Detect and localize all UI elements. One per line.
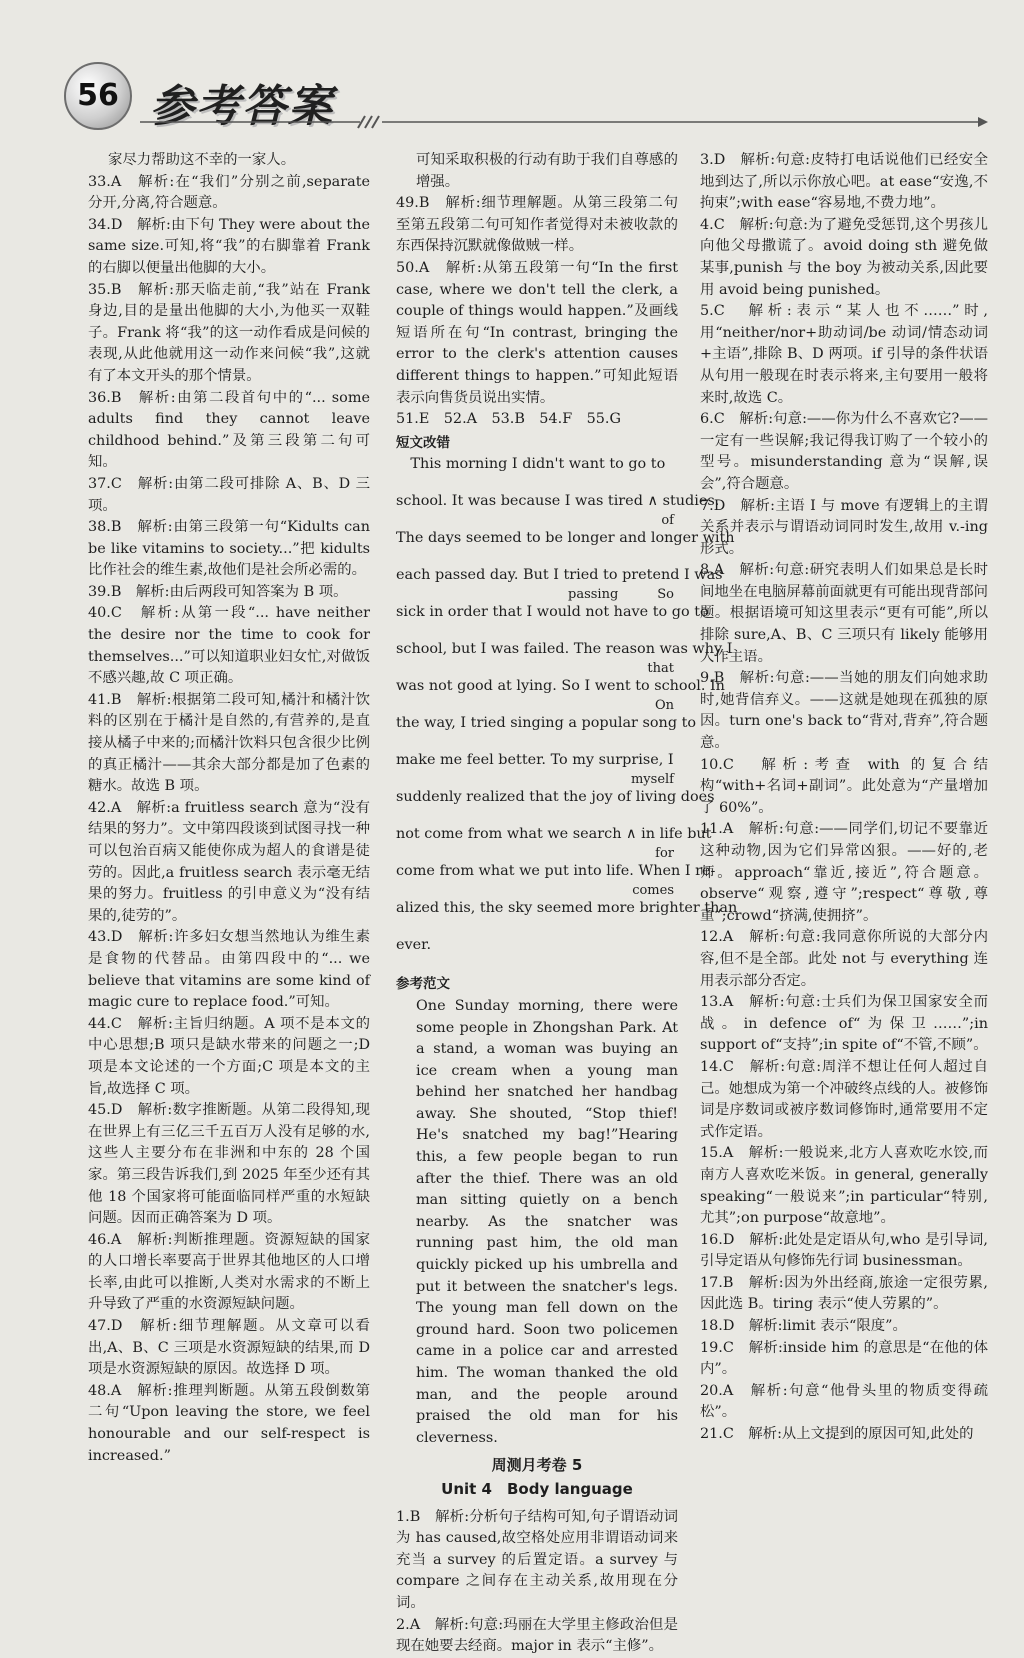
answer-item: 42.A 解析:a fruitless search 意为“没有结果的努力”。文中第四段谈到试图寻找一种可以包治百病又能使你成为超人的食谱是徒劳的。因此,a fruitless search 表示毫无结果的努力。fruitless 的引申意义为“没有结果的,徒劳的”。 (88, 799, 370, 924)
model-essay: One Sunday morning, there were some people in Zhongshan Park. At a stand, a woman was buying an ice cream when a young man behind her snatched her handbag away. She shouted, “Stop thief! He's snatched my bag!”Hearing this, a few people began to run after the thief. There was an old man sitting quietly on a bench nearby. As the snatcher was running past him, the old man quickly picked up his umbrella and put it between the snatcher's legs. The young man fell down on the ground hard. Soon two policemen came in a police car and arrested him. The woman thanked the old man, and the people around praised the old man for his cleverness. (416, 997, 678, 1446)
answer-item: 47.D 解析:细节理解题。从文章可以看出,A、B、C 三项是水资源短缺的结果,而 D 项是水资源短缺的原因。故选择 D 项。 (88, 1318, 370, 1378)
essay-line (396, 935, 678, 972)
essay-correction: comes (632, 883, 674, 899)
answer-item: 8.A 解析:句意:研究表明人们如果总是长时间地坐在电脑屏幕前面就更有可能出现背部问题。根据语境可知这里表示“更有可能”,所以排除 sure,A、B、C 三项只有 likely 能够用人作主语。 (700, 562, 988, 665)
answer-item: 35.B 解析:那天临走前,“我”站在 Frank 身边,目的是量出他脚的大小,为他买一双鞋子。Frank 将“我”的这一动作看成是问候的表现,从此他就用这一动作来问候“我”,这就有了本文开头的那个情景。 (88, 281, 370, 384)
essay-line (396, 528, 735, 565)
essay-line-text: This morning I didn't want to go to (396, 456, 666, 473)
essay-correction: On (654, 698, 674, 714)
answer-item: 11.A 解析:句意:——同学们,切记不要靠近这种动物,因为它们异常凶狠。——好的,老师。approach“靠近,接近”,符合题意。observe“观察,遵守”;respect“尊敬,尊重”;crowd“挤满,使拥挤”。 (700, 821, 988, 924)
answer-item: 16.D 解析:此处是定语从句,who 是引导词,引导定语从句修饰先行词 businessman。 (700, 1231, 988, 1270)
answer-item: 3.D 解析:句意:皮特打电话说他们已经安全地到达了,所以示你放心吧。at ease“安逸,不拘束”;with ease“容易地,不费力地”。 (700, 152, 988, 212)
answer-item: 12.A 解析:句意:我同意你所说的大部分内容,但不是全部。此处 not 与 everything 连用表示部分否定。 (700, 929, 988, 989)
correction-essay (396, 454, 738, 972)
essay-line-text: The days seemed to be longer and longer with (396, 530, 735, 547)
answer-item: 33.A 解析:在“我们”分别之前,separate 分开,分离,符合题意。 (88, 173, 370, 212)
answer-item: 7.D 解析:主语 I 与 move 有逻辑上的主谓关系并表示与谓语动词同时发生,故用 v.-ing 形式。 (700, 497, 988, 557)
answer-item: 4.C 解析:句意:为了避免受惩罚,这个男孩儿向他父母撒谎了。avoid doing sth 避免做某事,punish 与 the boy 为被动关系,因此要用 avoid being punished。 (700, 216, 988, 298)
section-label-model-essay: 参考范文 (396, 976, 450, 993)
essay-line-text: not come from what we search ∧ in life but (396, 826, 712, 843)
column-middle (396, 150, 738, 1658)
answer-item: 49.B 解析:细节理解题。从第三段第二句至第五段第二句可知作者觉得对未被收款的东西保持沉默就像做贼一样。 (396, 195, 678, 255)
essay-line (396, 639, 733, 677)
answer-item: 家尽力帮助这不幸的一家人。 (108, 152, 296, 168)
essay-line (396, 824, 712, 862)
test-title: 周测月考卷 5 (491, 1456, 583, 1475)
essay-line-text: come from what we put into life. When I re- (396, 863, 716, 880)
answer-item: 14.C 解析:句意:周洋不想让任何人超过自己。她想成为第一个冲破终点线的人。被修饰词是序数词或被序数词修饰时,通常要用不定式作定语。 (700, 1058, 988, 1140)
answer-item: 17.B 解析:因为外出经商,旅途一定很劳累,因此选 B。tiring 表示“使人劳累的”。 (700, 1274, 988, 1313)
answer-item: 10.C 解析:考查 with 的复合结构“with+名词+副词”。此处意为“产量增加了 60%”。 (700, 756, 988, 816)
answer-item: 15.A 解析:一般说来,北方人喜欢吃水饺,而南方人喜欢吃米饭。in general, generally speaking“一般说来”;in particular“特别,尤其”;on purpose“故意地”。 (700, 1145, 988, 1227)
essay-line-text: school. It was because I was tired ∧ studies. (396, 493, 720, 510)
answer-item: 1.B 解析:分析句子结构可知,句子谓语动词为 has caused,故空格处应用非谓语动词来充当 a survey 的后置定语。a survey 与 compare 之间存在主动关系,故用现在分词。 (396, 1508, 678, 1611)
middle-answers-bottom (396, 1507, 678, 1658)
middle-answers-top (396, 150, 678, 431)
essay-line (396, 602, 709, 639)
essay-line (396, 565, 723, 603)
answer-item: 39.B 解析:由后两段可知答案为 B 项。 (88, 583, 348, 600)
essay-correction: of (661, 513, 674, 529)
answer-item: 21.C 解析:从上文提到的原因可知,此处的 (700, 1426, 974, 1443)
answer-item: 43.D 解析:许多妇女想当然地认为维生素是食物的代替品。由第四段中的“... we believe that vitamins are some kind of magic cure to replace food.”可知。 (88, 929, 370, 1011)
column-left (88, 150, 370, 1467)
essay-line (396, 787, 715, 824)
answer-item: 45.D 解析:数字推断题。从第二段得知,现在世界上有三亿三千五百万人没有足够的水,这些人主要分布在非洲和中东的 28 个国家。第三段告诉我们,到 2025 年至少还有其他 18 个国家将可能面临同样严重的水短缺问题。因而正确答案为 D 项。 (88, 1102, 370, 1227)
essay-correction: that (647, 661, 674, 677)
answer-item: 19.C 解析:inside him 的意思是“在他的体内”。 (700, 1339, 988, 1378)
essay-line-text: suddenly realized that the joy of living does (396, 789, 715, 806)
essay-line-text: was not good at lying. So I went to school. In (396, 678, 725, 695)
answer-item: 可知采取积极的行动有助于我们自尊感的增强。 (416, 152, 678, 190)
essay-line (396, 713, 697, 750)
answer-item: 37.C 解析:由第二段可排除 A、B、D 三项。 (88, 475, 370, 514)
essay-line (396, 750, 678, 787)
essay-line (396, 491, 720, 529)
essay-line-text: school, but I was failed. The reason was why I (396, 641, 733, 658)
essay-line (396, 898, 738, 935)
essay-line-text: alized this, the sky seemed more brighter than (396, 900, 738, 917)
answer-item: 48.A 解析:推理判断题。从第五段倒数第二句“Upon leaving the store, we feel honourable and our self-respect is increased.” (88, 1382, 370, 1464)
unit-title: Unit 4 Body language (441, 1479, 633, 1498)
answer-item: 2.A 解析:句意:玛丽在大学里主修政治但是现在她要去经商。major in 表示“主修”。 (396, 1616, 678, 1655)
essay-correction: myself (630, 772, 674, 788)
essay-line-text: the way, I tried singing a popular song to (396, 715, 697, 732)
answer-item: 20.A 解析:句意“他骨头里的物质变得疏松”。 (700, 1382, 988, 1421)
answer-item: 6.C 解析:句意:——你为什么不喜欢它?——一定有一些误解;我记得我订购了一个较小的型号。misunderstanding 意为“误解,误会”,符合题意。 (700, 411, 988, 492)
answer-item: 13.A 解析:句意:士兵们为保卫国家安全而战。in defence of“为保卫……”;in support of“支持”;in spite of“不管,不顾”。 (700, 994, 988, 1054)
answer-item: 46.A 解析:判断推理题。资源短缺的国家的人口增长率要高于世界其他地区的人口增长率,由此可以推断,人类对水需求的不断上升导致了严重的水资源短缺问题。 (88, 1231, 370, 1313)
answer-item: 44.C 解析:主旨归纳题。A 项不是本文的中心思想;B 项只是缺水带来的问题之一;D 项是本文论述的一个方面;C 项是本文的主旨,故选择 C 项。 (88, 1015, 370, 1097)
page-title: 参考答案 (150, 81, 334, 132)
essay-line-text: each passed day. But I tried to pretend I was (396, 567, 723, 584)
answer-item: 5.C 解析:表示“某人也不……”时,用“neither/nor+助动词/be 动词/情态动词+主语”,排除 B、D 两项。if 引导的条件状语从句用一般现在时表示将来,主句要用一般将来时,故选 C。 (700, 303, 988, 406)
answer-item: 40.C 解析:从第一段“... have neither the desire nor the time to cook for themselves...”可以知道职业妇女忙,对做饭不感兴趣,故 C 项正确。 (88, 605, 370, 687)
section-label-correction: 短文改错 (396, 434, 450, 451)
page-number: 56 (77, 78, 119, 113)
essay-correction: passing So (568, 587, 674, 603)
column-right (700, 150, 988, 1446)
page-header (0, 0, 1024, 150)
answer-item: 18.D 解析:limit 表示“限度”。 (700, 1318, 907, 1335)
essay-line (396, 454, 678, 491)
answer-item: 38.B 解析:由第三段第一句“Kidults can be like vitamins to society...”把 kidults 比作社会的维生素,故他们是社会所必需的。 (88, 519, 370, 579)
essay-line-text: sick in order that I would not have to go to (396, 604, 709, 621)
header-rule (60, 114, 990, 130)
essay-correction: for (655, 846, 674, 862)
answer-item: 51.E 52.A 53.B 54.F 55.G (396, 411, 621, 428)
essay-line-text: make me feel better. To my surprise, I (396, 752, 674, 769)
answer-item: 41.B 解析:根据第二段可知,橘汁和橘汁饮料的区别在于橘汁是自然的,有营养的,是直接从橘子中来的;而橘汁饮料只包含很少比例的真正橘汁——其余大部分都是加了色素的糖水。故选 B 项。 (88, 691, 370, 795)
answer-item: 36.B 解析:由第二段首句中的“... some adults find they cannot leave childhood behind.”及第三段第二句可知。 (88, 389, 370, 471)
essay-line-text: ever. (396, 937, 432, 954)
essay-line (396, 861, 716, 899)
answer-item: 9.B 解析:句意:——当她的朋友们向她求助时,她背信弃义。——这就是她现在孤独的原因。turn one's back to“背对,背弃”,符合题意。 (700, 670, 988, 752)
essay-line (396, 676, 725, 714)
answer-item: 34.D 解析:由下句 They were about the same size.可知,将“我”的右脚靠着 Frank 的右脚以便量出他脚的大小。 (88, 216, 370, 276)
answer-item: 50.A 解析:从第五段第一句“In the first case, where we don't tell the clerk, a couple of things would happen.”及画线短语所在句“In contrast, bringing the error to the clerk's attention causes different things to happen.”可知此短语表示向售货员说出实情。 (396, 259, 678, 406)
